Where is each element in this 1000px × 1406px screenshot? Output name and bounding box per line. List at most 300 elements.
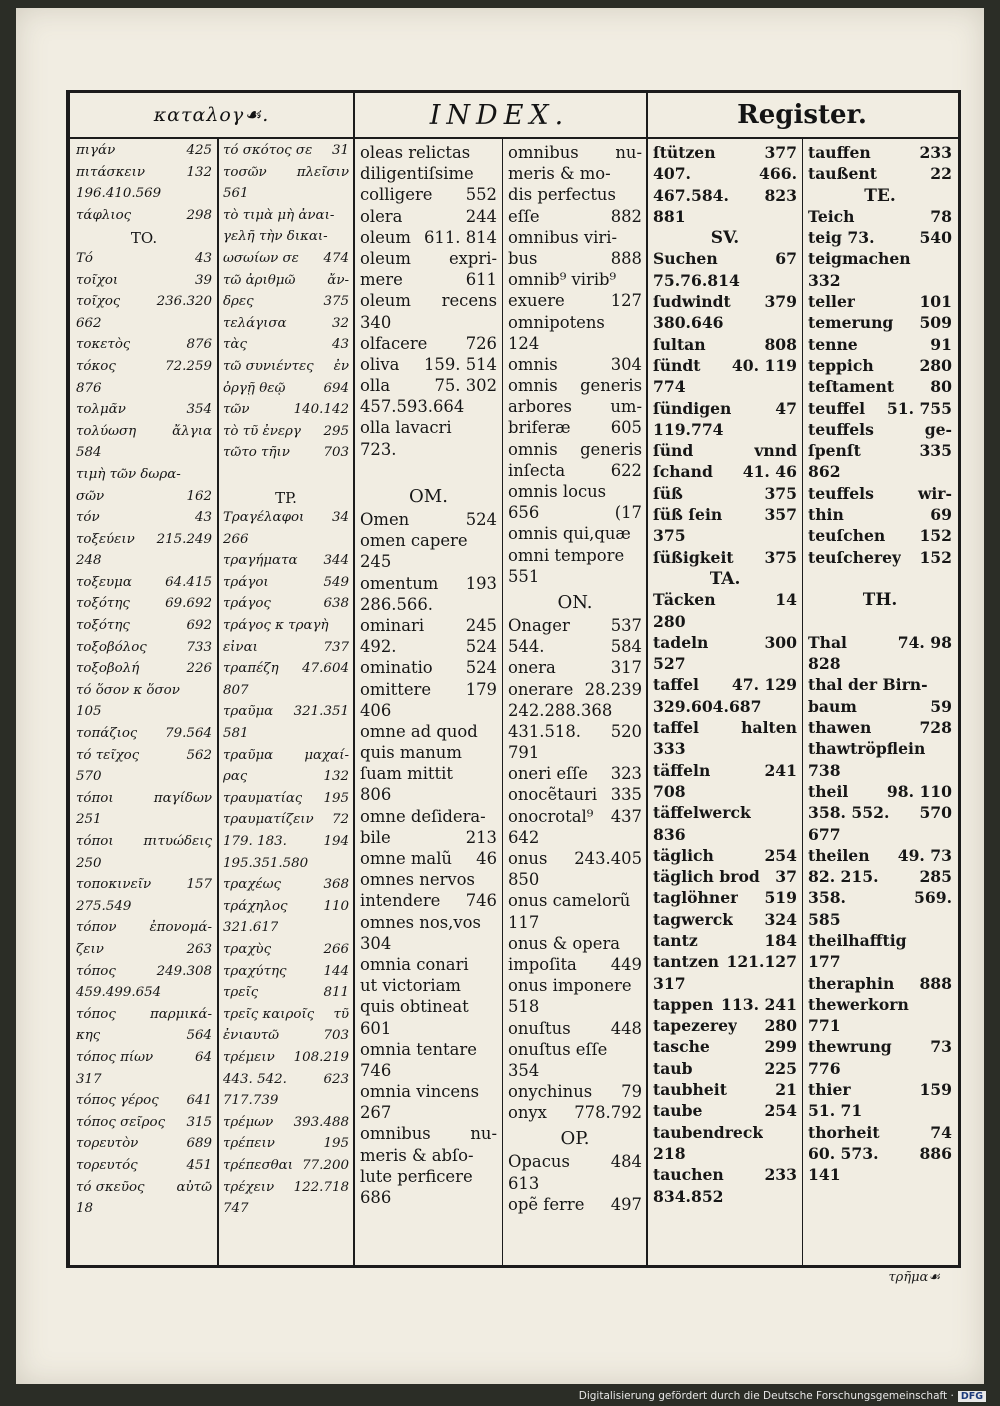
index-entry [653, 974, 797, 995]
entry-term: 774 [653, 377, 686, 397]
entry-term: τοξότης [76, 596, 130, 612]
entry-term: ominatio [360, 658, 433, 678]
entry-term: τόν [76, 510, 100, 526]
index-entry [508, 616, 642, 637]
entry-term: τό σκότος σε [223, 143, 313, 158]
entry-ref: 295 [323, 423, 349, 439]
index-entry [808, 143, 952, 164]
entry-ref: 377 [764, 143, 797, 162]
index-entry [360, 637, 497, 658]
index-entry [360, 1019, 497, 1040]
entry-term: 518 [508, 997, 540, 1017]
entry-ref: 101 [919, 292, 952, 312]
index-entry [76, 424, 212, 446]
entry-term: TA. [709, 568, 741, 589]
entry-term: tagwerck [653, 909, 734, 929]
index-entry [360, 891, 497, 912]
index-entry [76, 618, 212, 640]
index-entry [653, 633, 797, 654]
index-entry [808, 1123, 952, 1144]
entry-term: thin [808, 505, 844, 525]
entry-term: täffelwerck [653, 803, 751, 823]
entry-ref: 692 [186, 618, 212, 634]
entry-term: 304 [360, 933, 392, 953]
index-entry [223, 208, 349, 230]
entry-ref: 375 [323, 294, 349, 310]
index-entry [223, 445, 349, 467]
entry-term: 358. [808, 888, 846, 908]
index-entry [508, 418, 642, 439]
entry-ref: 226 [186, 661, 212, 677]
index-entry [76, 359, 212, 381]
index-entry [653, 1144, 797, 1165]
index-entry [360, 531, 497, 552]
index-entry [808, 675, 952, 696]
index-entry [808, 441, 952, 462]
index-entry [360, 658, 497, 679]
entry-term: thawen [808, 718, 872, 738]
entry-term: τόπος [76, 1006, 116, 1022]
entry-term: ἐνιαυτῶ [223, 1028, 280, 1044]
index-entry [76, 510, 212, 532]
index-entry [808, 1059, 952, 1080]
index-entry [808, 952, 952, 973]
entry-term: tauchen [653, 1165, 724, 1185]
index-entry [508, 1082, 642, 1103]
index-entry [76, 1201, 212, 1223]
index-entry [76, 964, 212, 986]
index-entry [508, 1152, 642, 1173]
entry-term: opẽ ferre [508, 1194, 585, 1214]
entry-term: colligere [360, 185, 433, 205]
entry-ref: 437 [610, 806, 642, 826]
entry-ref: 47 [775, 398, 797, 418]
entry-ref: 184 [764, 930, 797, 950]
index-entry [653, 505, 797, 526]
entry-term: τρέπεσθαι [223, 1157, 293, 1173]
entry-ref: 74 [930, 1122, 952, 1142]
index-entry [808, 356, 952, 377]
entry-term: τρέμων [223, 1114, 274, 1130]
entry-ref: 425 [186, 143, 212, 158]
entry-ref: 159. 514 [424, 354, 497, 374]
entry-ref: 524 [465, 658, 497, 678]
entry-term: theilen [808, 845, 870, 865]
entry-term: täffeln [653, 760, 711, 780]
index-entry [653, 952, 797, 973]
entry-term: thier [808, 1080, 851, 1100]
index-entry [808, 825, 952, 846]
entry-ref: 39 [194, 272, 212, 288]
entry-term: 177 [808, 952, 841, 972]
index-entry [360, 828, 497, 849]
entry-term: Τραγέλαφοι [223, 510, 305, 526]
entry-term: diligentiſsime [360, 164, 474, 184]
index-entry [360, 595, 497, 616]
index-entry [223, 769, 349, 791]
entry-ref: 74. 98 [897, 632, 952, 652]
entry-term: ſudwindt [653, 292, 731, 312]
entry-term: onus imponere [508, 976, 632, 996]
index-entry [76, 899, 212, 921]
entry-term: 862 [808, 462, 841, 482]
entry-ref: 375 [764, 547, 797, 567]
entry-term: täglich [653, 845, 714, 865]
section-heading [360, 482, 497, 510]
index-entry [808, 761, 952, 782]
entry-ref: 64 [194, 1049, 212, 1065]
index-entry [808, 292, 952, 313]
entry-term: onus camelorũ [508, 891, 631, 911]
index-entry [508, 334, 642, 355]
entry-ref: 47.604 [302, 661, 349, 677]
index-entry [808, 462, 952, 483]
entry-ref: πλεῖσιν [296, 164, 349, 180]
index-entry [223, 704, 349, 726]
index-entry [76, 316, 212, 338]
entry-term: 747 [223, 1201, 249, 1217]
entry-term: teuſchen [808, 526, 886, 546]
entry-term: 527 [653, 654, 686, 674]
column-latin-2 [508, 139, 642, 1265]
entry-term: 656 [508, 503, 540, 523]
entry-term: tenne [808, 334, 858, 354]
index-entry [223, 510, 349, 532]
entry-term: omni tempore [508, 545, 625, 565]
index-entry [360, 228, 497, 249]
entry-ref: 638 [323, 596, 349, 612]
index-entry [653, 718, 797, 739]
index-entry [808, 995, 952, 1016]
entry-term: 380.646 [653, 313, 724, 333]
entry-term: omen capere [360, 531, 468, 551]
entry-term: τελάγισα [223, 315, 287, 331]
entry-term: omne ad quod [360, 721, 478, 741]
entry-term: τολμᾶν [76, 402, 126, 418]
entry-term: 828 [808, 654, 841, 674]
index-entry [653, 1165, 797, 1186]
index-entry [360, 249, 497, 270]
index-entry [360, 1167, 497, 1188]
entry-term: thewerkorn [808, 994, 909, 1014]
entry-term: ὀργῇ θεῷ [223, 380, 286, 396]
entry-term: thal der Birn- [808, 675, 928, 695]
entry-term: τόκος [76, 358, 116, 374]
index-entry [508, 1061, 642, 1082]
entry-term: 218 [653, 1143, 686, 1163]
index-entry [223, 899, 349, 921]
index-entry [653, 335, 797, 356]
entry-term: Suchen [653, 249, 718, 269]
index-entry [76, 1180, 212, 1202]
entry-ref: 91 [930, 334, 952, 354]
index-entry [653, 164, 797, 185]
entry-term: oleum [360, 248, 411, 268]
index-entry [360, 291, 497, 312]
entry-term: Teich [808, 206, 855, 226]
entry-term: τραγήματα [223, 553, 298, 569]
index-entry [360, 701, 497, 722]
index-entry [653, 1059, 797, 1080]
entry-ref: 451 [186, 1157, 212, 1173]
entry-term: 250 [76, 855, 102, 871]
entry-term: olera [360, 206, 403, 226]
index-entry [808, 505, 952, 526]
entry-term: 746 [360, 1060, 392, 1080]
entry-ref: μαχαί- [304, 747, 349, 763]
entry-ref: 32 [331, 315, 349, 331]
entry-ref: 22 [930, 164, 952, 184]
entry-term: πιγάν [76, 143, 116, 158]
entry-ref: 193 [465, 573, 497, 593]
index-entry [76, 942, 212, 964]
index-entry [76, 1093, 212, 1115]
entry-ref: 611 [465, 270, 497, 290]
entry-ref: 67 [775, 249, 797, 269]
entry-term: omnis qui,quæ [508, 524, 631, 544]
entry-ref: 78 [930, 206, 952, 226]
entry-term: 584 [76, 445, 102, 461]
entry-term: 836 [653, 824, 686, 844]
entry-term: 407. [653, 164, 691, 184]
index-entry [508, 743, 642, 764]
index-entry [76, 1158, 212, 1180]
entry-ref: 254 [764, 1101, 797, 1121]
index-entry [223, 920, 349, 942]
entry-ref: wir- [917, 483, 952, 503]
entry-ref: 77.200 [302, 1157, 349, 1173]
entry-term: thawtröpflein [808, 739, 926, 759]
entry-term: onuſtus [508, 1018, 571, 1038]
entry-term: täglich brod [653, 867, 760, 887]
entry-term: ſüß ſein [653, 505, 723, 525]
column-latin-1 [360, 139, 497, 1265]
entry-term: τοξευμα [76, 574, 132, 590]
index-entry [76, 812, 212, 834]
entry-term: olla lavacri [360, 418, 452, 438]
entry-ref: 474 [323, 250, 349, 266]
index-entry [808, 249, 952, 270]
entry-term: 275.549 [76, 898, 132, 914]
entry-term: thewrung [808, 1037, 892, 1057]
entry-term: 431.518. [508, 721, 581, 741]
entry-ref: 519 [764, 888, 797, 908]
entry-ref: 335 [919, 441, 952, 461]
entry-term: τραῦμα [223, 704, 274, 720]
index-entry [76, 532, 212, 554]
entry-ref: 888 [610, 248, 642, 268]
entry-term: oneri eſſe [508, 764, 588, 784]
index-entry [76, 337, 212, 359]
index-entry [223, 402, 349, 424]
entry-term: 354 [508, 1060, 540, 1080]
entry-term: ſünd [653, 441, 694, 461]
entry-ref: 195 [323, 790, 349, 806]
entry-term: τραπέζη [223, 661, 279, 677]
entry-term: 119.774 [653, 419, 724, 439]
index-entry [360, 722, 497, 743]
entry-term: onus [508, 849, 548, 868]
index-entry [76, 402, 212, 424]
entry-ref: αὐτῶ [176, 1179, 212, 1195]
index-entry [653, 548, 797, 569]
index-entry [360, 552, 497, 573]
index-entry [653, 377, 797, 398]
entry-ref: 623 [323, 1071, 349, 1087]
entry-term: ſündt [653, 355, 701, 375]
index-entry [223, 251, 349, 273]
entry-term: ſtützen [653, 143, 716, 162]
entry-term: onerare [508, 679, 574, 699]
index-entry [223, 1158, 349, 1180]
index-entry [223, 143, 349, 165]
entry-term: 124 [508, 333, 540, 353]
index-entry [223, 1028, 349, 1050]
entry-ref: 622 [610, 460, 642, 480]
entry-ref: 110 [323, 898, 349, 914]
entry-term: omnes nervos [360, 870, 475, 890]
index-entry [223, 359, 349, 381]
entry-ref: ἐπονομά- [149, 920, 212, 936]
index-entry [223, 812, 349, 834]
index-entry [223, 1180, 349, 1202]
entry-ref: 324 [764, 909, 797, 929]
entry-term: τόπος [76, 963, 116, 979]
index-entry [508, 764, 642, 785]
index-entry [76, 748, 212, 770]
index-entry [76, 791, 212, 813]
entry-term: omnia conari [360, 954, 469, 974]
index-entry [76, 294, 212, 316]
entry-term: tapezerey [653, 1016, 738, 1036]
index-entry [808, 1080, 952, 1101]
index-entry [360, 870, 497, 891]
index-entry [653, 249, 797, 270]
entry-term: τράγος [223, 596, 271, 612]
index-entry [653, 867, 797, 888]
entry-term: teuffels [808, 483, 874, 503]
entry-term: 738 [808, 760, 841, 780]
index-entry [223, 294, 349, 316]
entry-term: tantz [653, 930, 698, 950]
entry-term: omne malũ [360, 849, 452, 868]
entry-term: OP. [560, 1128, 590, 1150]
index-entry [360, 1188, 497, 1209]
index-entry [360, 185, 497, 206]
index-entry [360, 997, 497, 1018]
entry-term: teuffels [808, 419, 874, 439]
entry-term: τραχὺς [223, 941, 272, 957]
entry-term: 662 [76, 315, 102, 331]
entry-ref: 79 [621, 1082, 642, 1102]
entry-ref: 43 [194, 250, 212, 266]
entry-term: temerung [808, 313, 894, 333]
entry-term: omnibus viri- [508, 227, 617, 247]
index-entry [808, 335, 952, 356]
index-entry [360, 313, 497, 334]
index-entry [808, 612, 952, 633]
entry-ref: 144 [323, 963, 349, 979]
entry-term: 601 [360, 1018, 392, 1038]
entry-ref: (17 [614, 503, 642, 523]
entry-ref: halten [741, 718, 797, 738]
section-heading [653, 569, 797, 590]
entry-term: τό ὅσον κ ὅσον [76, 682, 180, 698]
entry-ref: 213 [465, 827, 497, 847]
entry-ref: 778.792 [574, 1103, 642, 1123]
entry-ref: vnnd [754, 441, 797, 461]
entry-ref: 179 [465, 679, 497, 699]
index-entry [508, 849, 642, 870]
index-entry [653, 292, 797, 313]
entry-term: 141 [808, 1165, 841, 1185]
index-entry [808, 974, 952, 995]
index-entry [653, 675, 797, 696]
entry-ref: 569. [914, 888, 952, 908]
index-entry [223, 964, 349, 986]
entry-term: omentum [360, 573, 439, 593]
entry-term: taußent [808, 164, 877, 184]
entry-term: τράχηλος [223, 898, 288, 914]
entry-ref: 280 [919, 355, 952, 375]
column-german-2 [808, 139, 952, 1265]
index-entry [360, 785, 497, 806]
entry-term: τοπάζιος [76, 726, 138, 742]
index-entry [808, 803, 952, 824]
index-entry [76, 467, 212, 489]
entry-term: meris & abſo- [360, 1145, 474, 1165]
entry-term: τοξοβόλος [76, 639, 147, 655]
entry-ref: 304 [610, 354, 642, 374]
entry-ref: 808 [764, 334, 797, 354]
entry-ref: 59 [930, 696, 952, 716]
index-entry [360, 270, 497, 291]
index-entry [808, 207, 952, 228]
index-entry [653, 697, 797, 718]
entry-term: 196.410.569 [76, 186, 162, 202]
entry-ref: 562 [186, 747, 212, 763]
entry-ref: 40. 119 [731, 355, 797, 375]
entry-term: theil [808, 781, 849, 801]
entry-term: 791 [508, 743, 540, 763]
entry-ref: 244 [465, 206, 497, 226]
entry-ref: 249.308 [156, 963, 212, 979]
index-entry [653, 654, 797, 675]
entry-term: 340 [360, 312, 392, 332]
column-divider-greek [217, 139, 219, 1265]
index-entry [508, 913, 642, 934]
index-entry [653, 1123, 797, 1144]
entry-term: 570 [76, 769, 102, 785]
index-entry [76, 769, 212, 791]
index-entry [76, 251, 212, 273]
entry-term: 459.499.654 [76, 985, 162, 1001]
entry-term: tadeln [653, 632, 709, 652]
entry-term: TH. [862, 590, 898, 611]
entry-ref: 888 [919, 973, 952, 993]
entry-term: 585 [808, 909, 841, 929]
entry-term: τῶν [223, 402, 250, 418]
entry-term: πιτάσκειν [76, 164, 145, 180]
index-entry [223, 683, 349, 705]
index-entry [808, 377, 952, 398]
entry-ref: 98. 110 [886, 781, 952, 801]
entry-term: thorheit [808, 1122, 880, 1142]
index-entry [508, 164, 642, 185]
entry-term: γελῆ τὴν δικαι- [223, 229, 328, 245]
index-entry [76, 640, 212, 662]
column-divider-1 [353, 93, 355, 1265]
